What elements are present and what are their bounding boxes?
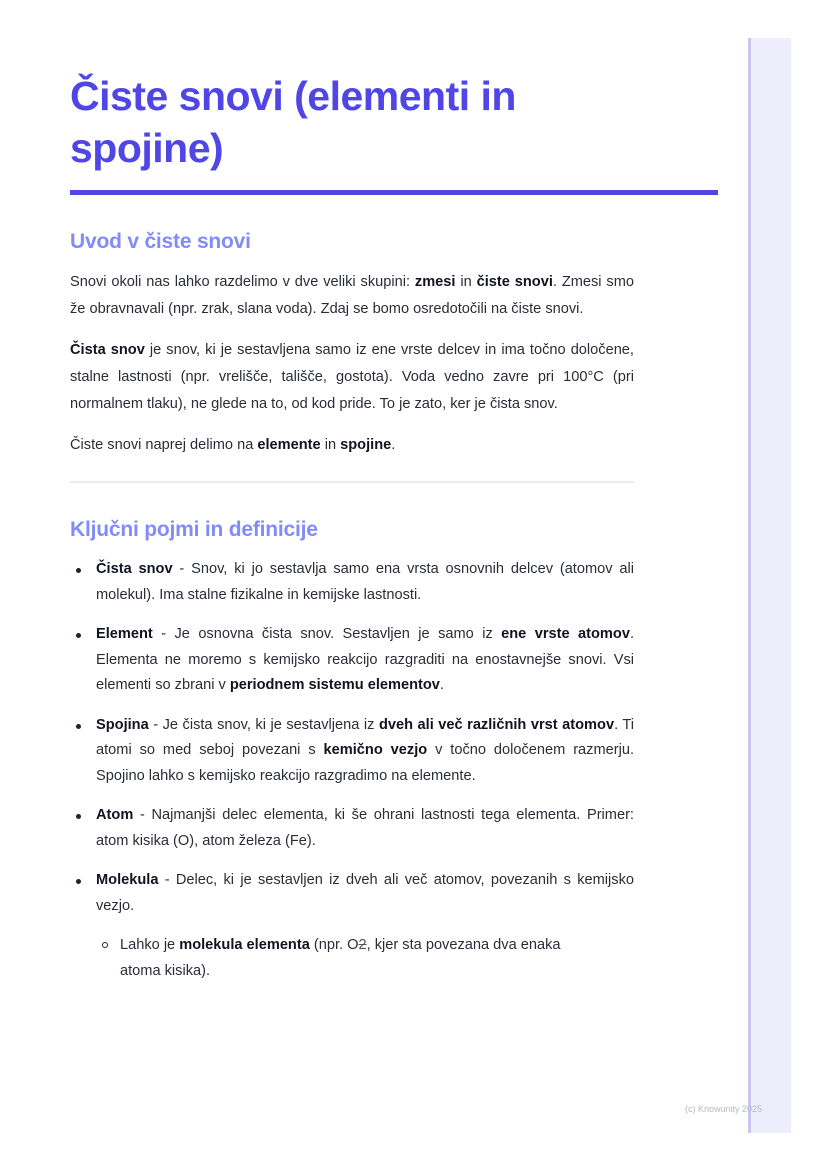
bold-term: Čista snov: [70, 342, 145, 358]
list-item-spojina: [70, 713, 634, 790]
term-label: Molekula: [96, 872, 159, 888]
bold-term: zmesi: [414, 274, 456, 290]
bold-term: kemično vezjo: [323, 742, 428, 758]
definition-text: . Elementa ne moremo s kemijsko reakcijo razgraditi na enostavnejše snovi. Vsi elementi so zbrani v: [96, 626, 634, 693]
definition-text: - Je osnovna čista snov. Sestavljen je samo iz: [152, 626, 502, 642]
text: in: [455, 274, 477, 290]
list-item-atom: [70, 803, 634, 854]
text: Čiste snovi naprej delimo na: [70, 437, 258, 453]
intro-paragraph-3: [70, 432, 634, 459]
definition-text: - Snov, ki jo sestavlja samo ena vrsta osnovnih delcev (atomov ali molekul). Ima stalne fizikalne in kemijske lastnosti.: [96, 561, 634, 603]
section-heading-intro: Uvod v čiste snovi: [70, 230, 251, 253]
text: Snovi okoli nas lahko razdelimo v dve veliki skupini:: [70, 274, 415, 290]
intro-paragraph-1: [70, 269, 634, 323]
copyright-footer: (c) Knowunity 2025: [685, 1104, 763, 1114]
formula-o2: [310, 937, 367, 953]
list-item-cista-snov: [70, 557, 634, 608]
bullet-icon: [76, 814, 81, 819]
title-underline: [70, 190, 718, 195]
bullet-icon: [76, 879, 81, 884]
definition-text: . Ti atomi so med seboj povezani s: [96, 716, 634, 758]
definition-text: .: [439, 677, 444, 693]
list-item-element: [70, 622, 634, 699]
text: . Zmesi smo že obravnavali (npr. zrak, slana voda). Zdaj se bomo osredotočili na čiste snovi.: [70, 274, 634, 317]
hollow-bullet-icon: [102, 942, 108, 948]
bullet-icon: [76, 633, 81, 638]
bold-term: molekula elementa: [179, 937, 310, 953]
text: je snov, ki je sestavljena samo iz ene vrste delcev in ima točno določene, stalne lastnosti (npr. vrelišče, tališče, gostota). Voda vedno zavre pri 100°C (pri normalnem tlaku), ne glede na to, od kod pride. To je zato, ker je čista snov.: [70, 342, 634, 412]
text: in: [320, 437, 341, 453]
term-label: Element: [96, 626, 153, 642]
intro-paragraph-2: [70, 337, 634, 418]
document-content: [70, 229, 634, 984]
bullet-icon: [76, 724, 81, 729]
definition-text: - Je čista snov, ki je sestavljena iz: [148, 716, 379, 733]
bold-term: ene vrste atomov: [501, 626, 630, 642]
bold-term: periodnem sistemu elementov: [229, 677, 440, 693]
bullet-icon: [76, 568, 81, 573]
term-label: Čista snov: [96, 561, 173, 577]
sub-list: [96, 933, 634, 984]
text: .: [391, 437, 396, 453]
page-title: Čiste snovi (elementi in spojine): [70, 73, 516, 171]
section-divider: [70, 481, 634, 483]
bold-term: dveh ali več različnih vrst atomov: [378, 716, 615, 733]
side-panel: [748, 38, 791, 1133]
term-label: Atom: [96, 807, 134, 823]
bold-term: elemente: [257, 437, 321, 453]
subscript: 2: [358, 937, 367, 953]
sub-list-item: [96, 933, 580, 984]
definition-text: - Delec, ki je sestavljen iz dveh ali več atomov, povezanih s kemijsko vezjo.: [96, 872, 634, 914]
document-page: [70, 70, 718, 998]
definition-text: v točno določenem razmerju. Spojino lahko s kemijsko reakcijo razgradimo na elemente.: [96, 742, 635, 784]
bold-term: čiste snovi: [476, 274, 553, 290]
text: (npr. O: [309, 937, 359, 953]
bold-term: spojine: [340, 437, 392, 453]
key-terms-list: [70, 557, 634, 984]
text: , kjer sta povezana dva enaka atoma kisika).: [120, 937, 561, 979]
term-label: Spojina: [96, 716, 149, 733]
definition-text: - Najmanjši delec elementa, ki še ohrani lastnosti tega elementa. Primer: atom kisika (O), atom železa (Fe).: [96, 807, 634, 849]
list-item-molekula: [70, 868, 634, 984]
text: Lahko je: [120, 937, 180, 953]
section-heading-key-terms: Ključni pojmi in definicije: [70, 518, 318, 541]
